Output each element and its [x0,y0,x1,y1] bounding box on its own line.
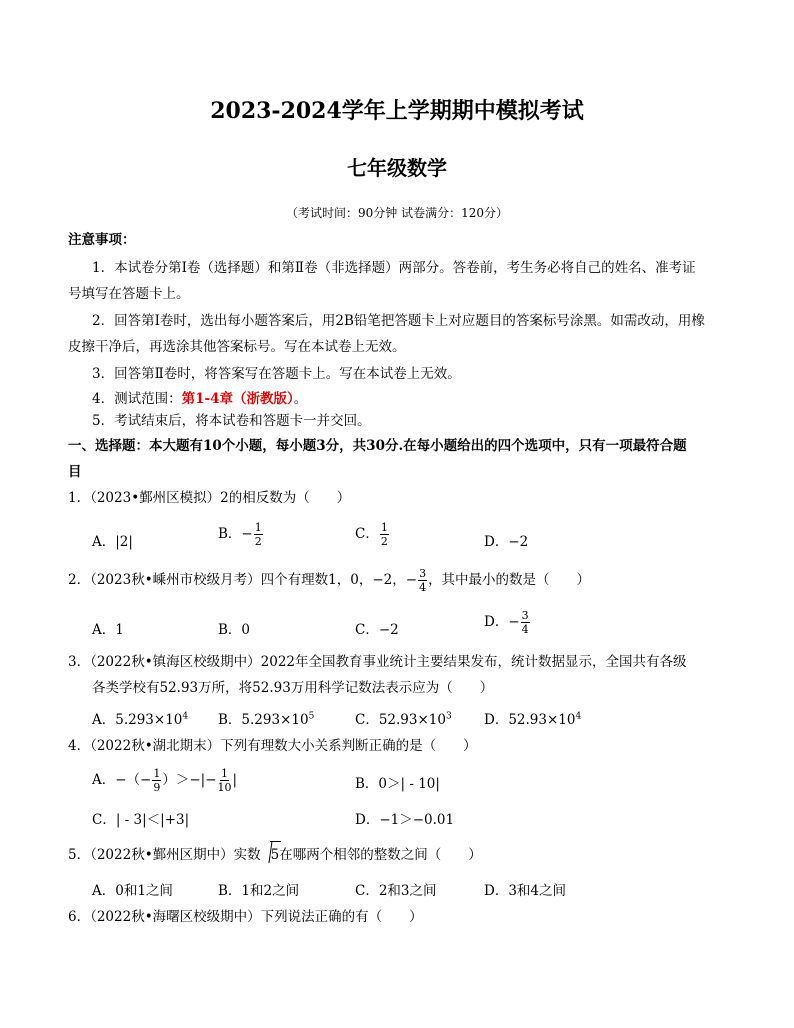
numerator: 1 [380,521,388,534]
numerator: 3 [419,567,427,580]
notice-item-3: 3．回答第Ⅱ卷时，将答案写在答题卡上。写在本试卷上无效。 [92,366,461,382]
question-3-stem-line-2: 各类学校有52.93万所，将52.93万用科学记数法表示应为（ ） [92,680,494,696]
denominator: 2 [380,535,388,548]
question-3-option-d [484,708,581,728]
notice-item-2-line-2: 皮擦干净后，再选涂其他答案标号。写在本试卷上无效。 [68,339,406,355]
test-scope: 第1-4章（浙教版） [181,391,294,407]
section-heading-line-2: 目 [68,464,82,480]
question-2-option-c: C．−2 [355,622,399,638]
fraction [152,768,161,793]
fraction [218,768,232,793]
question-2-option-b: B．0 [218,622,251,638]
question-4-option-a [92,768,237,793]
question-2-stem [68,568,590,593]
option-a-middle: ）＞−|− [162,772,217,788]
notice-item-4-suffix: 。 [293,391,308,407]
question-1-stem: 1．（2023•鄞州区模拟）2的相反数为（ ） [68,490,351,506]
notice-item-1-line-2: 号填写在答题卡上。 [68,286,190,302]
question-3-stem-line-1: 3．（2022秋•镇海区校级期中）2022年全国教育事业统计主要结果发布，统计数据显示，全国共有各级 [68,654,687,670]
numerator: 1 [153,767,161,780]
exponent: 4 [575,711,582,722]
option-c-prefix: C． [355,526,379,542]
question-5-option-b: B．1和2之间 [218,883,300,899]
base: B．5.293×10 [218,712,309,728]
fraction [254,522,263,547]
fraction [521,610,530,635]
question-6-stem: 6．（2022秋•海曙区校级期中）下列说法正确的有（ ） [68,909,423,925]
question-3-option-a [92,708,188,728]
stem-suffix: 在哪两个相邻的整数之间（ ） [279,847,482,863]
denominator: 4 [419,581,427,594]
square-root [261,845,280,865]
question-1-option-a: A．|2| [92,534,133,550]
question-1-option-d: D．−2 [484,534,529,550]
notice-item-1-line-1: 1．本试卷分第Ⅰ卷（选择题）和第Ⅱ卷（非选择题）两部分。答卷前，考生务必将自己的姓名、准考证 [92,260,696,276]
question-4-option-c: C．| - 3|＜|+3| [92,812,190,828]
page-subtitle: 七年级数学 [347,156,447,180]
exponent: 4 [182,711,189,722]
question-2-option-a: A．1 [92,622,124,638]
section-heading-line-1: 一、选择题：本大题有10个小题，每小题3分，共30分.在每小题给出的四个选项中，只有一项最符合题 [68,438,687,454]
question-5-stem [68,845,482,865]
base: C．52.93×10 [355,712,446,728]
question-4-option-d: D．−1＞−0.01 [355,812,455,828]
denominator: 9 [153,781,161,794]
fraction [418,568,427,593]
notice-item-4 [92,389,307,409]
question-1-option-b [218,522,264,547]
exponent: 3 [445,711,452,722]
option-a-suffix: | [232,772,238,788]
exam-info: （考试时间：90分钟 试卷满分：120分） [286,206,508,220]
stem-prefix: 2．（2023秋•嵊州市校级月考）四个有理数1，0，−2，− [68,572,418,588]
question-2-option-d [484,610,531,635]
question-5-option-d: D．3和4之间 [484,883,567,899]
stem-prefix: 5．（2022秋•鄞州区期中）实数 [68,847,261,863]
option-d-prefix: D．− [484,614,520,630]
numerator: 3 [521,609,529,622]
radicand: 5 [270,847,280,863]
base: A．5.293×10 [92,712,183,728]
question-3-option-b [218,708,314,728]
question-4-stem: 4．（2022秋•湖北期末）下列有理数大小关系判断正确的是（ ） [68,738,477,754]
question-4-option-b: B．0＞| - 10| [355,776,440,792]
question-3-option-c [355,708,452,728]
denominator: 4 [521,623,529,636]
notice-item-4-prefix: 4．测试范围： [92,391,182,407]
fraction [380,522,389,547]
option-b-prefix: B．− [218,526,253,542]
question-5-option-c: C．2和3之间 [355,883,437,899]
question-1-option-c [355,522,390,547]
numerator: 1 [254,521,262,534]
denominator: 2 [254,535,262,548]
notice-item-5: 5．考试结束后，将本试卷和答题卡一并交回。 [92,413,371,429]
notice-heading: 注意事项： [68,232,136,248]
base: D．52.93×10 [484,712,576,728]
page-title: 2023-2024学年上学期期中模拟考试 [210,98,584,124]
denominator: 10 [217,781,232,794]
stem-suffix: ，其中最小的数是（ ） [428,572,591,588]
option-a-prefix: A．−（− [92,772,152,788]
exponent: 5 [308,711,315,722]
numerator: 1 [221,767,229,780]
notice-item-2-line-1: 2．回答第Ⅰ卷时，选出每小题答案后，用2B铅笔把答题卡上对应题目的答案标号涂黑。如需改动，用橡 [92,313,705,329]
question-5-option-a: A．0和1之间 [92,883,173,899]
